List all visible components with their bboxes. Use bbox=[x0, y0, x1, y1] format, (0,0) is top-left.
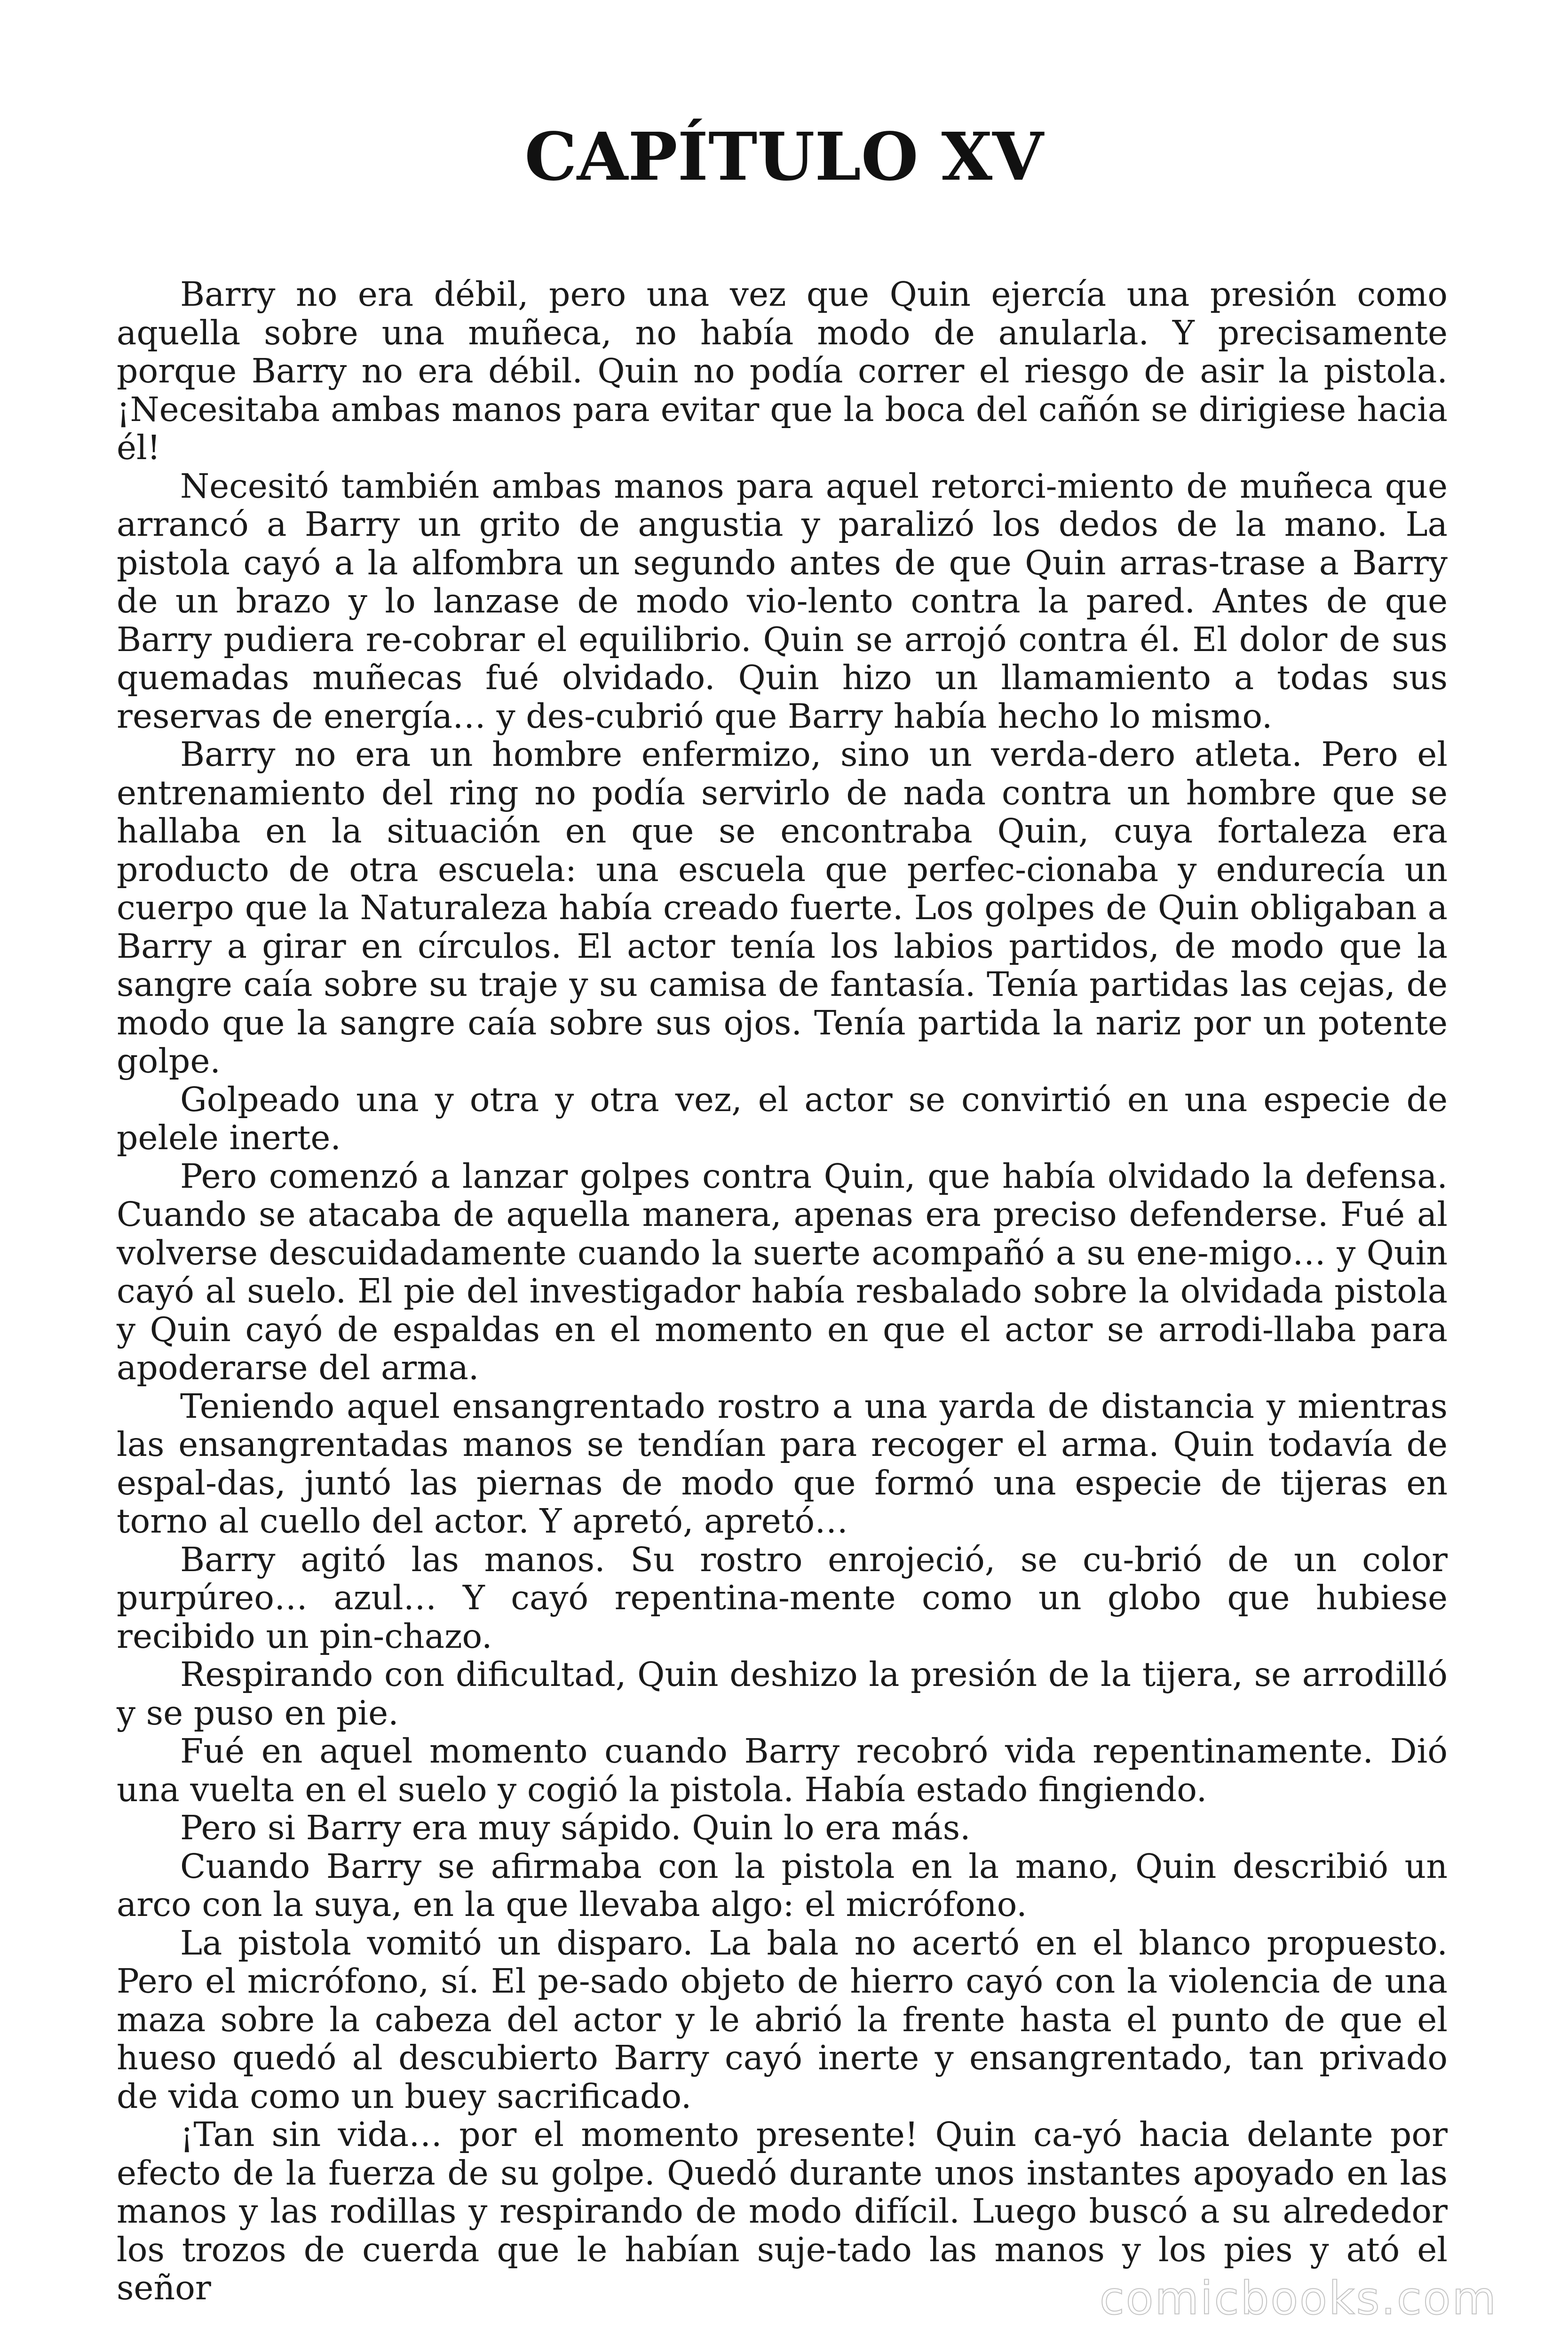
watermark: comicbooks.com bbox=[1099, 2272, 1497, 2325]
chapter-title: CAPÍTULO XV bbox=[524, 119, 1044, 196]
paragraph: Barry no era débil, pero una vez que Quin ejercía una presión como aquella sobre una muñeca, no había modo de anularla. Y precisamente porque Barry no era débil. Quin no podía correr el riesgo de asir la pistola. ¡Necesitaba ambas manos para evitar que la boca del cañón se dirigiese hacia él! bbox=[117, 275, 1448, 467]
paragraph: La pistola vomitó un disparo. La bala no acertó en el blanco propuesto. Pero el micrófono, sí. El pe-sado objeto de hierro cayó con la violencia de una maza sobre la cabeza del actor y le abrió la frente hasta el punto de que el hueso quedó al descubierto Barry cayó inerte y ensangrentado, tan privado de vida como un buey sacrificado. bbox=[117, 1923, 1448, 2116]
paragraph: Respirando con dificultad, Quin deshizo la presión de la tijera, se arrodilló y se puso en pie. bbox=[117, 1655, 1448, 1732]
paragraph: Necesitó también ambas manos para aquel retorci-miento de muñeca que arrancó a Barry un grito de angustia y paralizó los dedos de la mano. La pistola cayó a la alfombra un segundo antes de que Quin arras-trase a Barry de un brazo y lo lanzase de modo vio-lento contra la pared. Antes de que Barry pudiera re-cobrar el equilibrio. Quin se arrojó contra él. El dolor de sus quemadas muñecas fué olvidado. Quin hizo un llamamiento a todas sus reservas de energía… y des-cubrió que Barry había hecho lo mismo. bbox=[117, 466, 1448, 736]
paragraph: Golpeado una y otra y otra vez, el actor se convirtió en una especie de pelele inerte. bbox=[117, 1080, 1448, 1157]
paragraph: Fué en aquel momento cuando Barry recobró vida repentinamente. Dió una vuelta en el suelo y cogió la pistola. Había estado fingiendo. bbox=[117, 1732, 1448, 1809]
paragraph: Pero si Barry era muy sápido. Quin lo era más. bbox=[180, 1808, 971, 1847]
paragraph: ¡Tan sin vida… por el momento presente! Quin ca-yó hacia delante por efecto de la fuerza de su golpe. Quedó durante unos instantes apoyado en las manos y las rodillas y respirando de modo difícil. Luego buscó a su alrededor los trozos de cuerda que le habían suje-tado las manos y los pies y ató el señor bbox=[117, 2115, 1448, 2307]
paragraph: Barry agitó las manos. Su rostro enrojeció, se cu-brió de un color purpúreo… azul… Y cayó repentina-mente como un globo que hubiese recibido un pin-chazo. bbox=[117, 1540, 1448, 1656]
chapter-body bbox=[117, 275, 1448, 2307]
paragraph: Barry no era un hombre enfermizo, sino un verda-dero atleta. Pero el entrenamiento del ring no podía servirlo de nada contra un hombre que se hallaba en la situación en que se encontraba Quin, cuya fortaleza era producto de otra escuela: una escuela que perfec-cionaba y endurecía un cuerpo que la Naturaleza había creado fuerte. Los golpes de Quin obligaban a Barry a girar en círculos. El actor tenía los labios partidos, de modo que la sangre caía sobre su traje y su camisa de fantasía. Tenía partidas las cejas, de modo que la sangre caía sobre sus ojos. Tenía partida la nariz por un potente golpe. bbox=[117, 735, 1448, 1081]
paragraph: Cuando Barry se afirmaba con la pistola en la mano, Quin describió un arco con la suya, en la que llevaba algo: el micrófono. bbox=[117, 1846, 1448, 1924]
paragraph: Teniendo aquel ensangrentado rostro a una yarda de distancia y mientras las ensangrentadas manos se tendían para recoger el arma. Quin todavía de espal-das, juntó las piernas de modo que formó una especie de tijeras en torno al cuello del actor. Y apretó, apretó… bbox=[117, 1386, 1448, 1541]
paragraph: Pero comenzó a lanzar golpes contra Quin, que había olvidado la defensa. Cuando se atacaba de aquella manera, apenas era preciso defenderse. Fué al volverse descuidadamente cuando la suerte acompañó a su ene-migo… y Quin cayó al suelo. El pie del investigador había resbalado sobre la olvidada pistola y Quin cayó de espaldas en el momento en que el actor se arrodi-llaba para apoderarse del arma. bbox=[117, 1156, 1448, 1387]
